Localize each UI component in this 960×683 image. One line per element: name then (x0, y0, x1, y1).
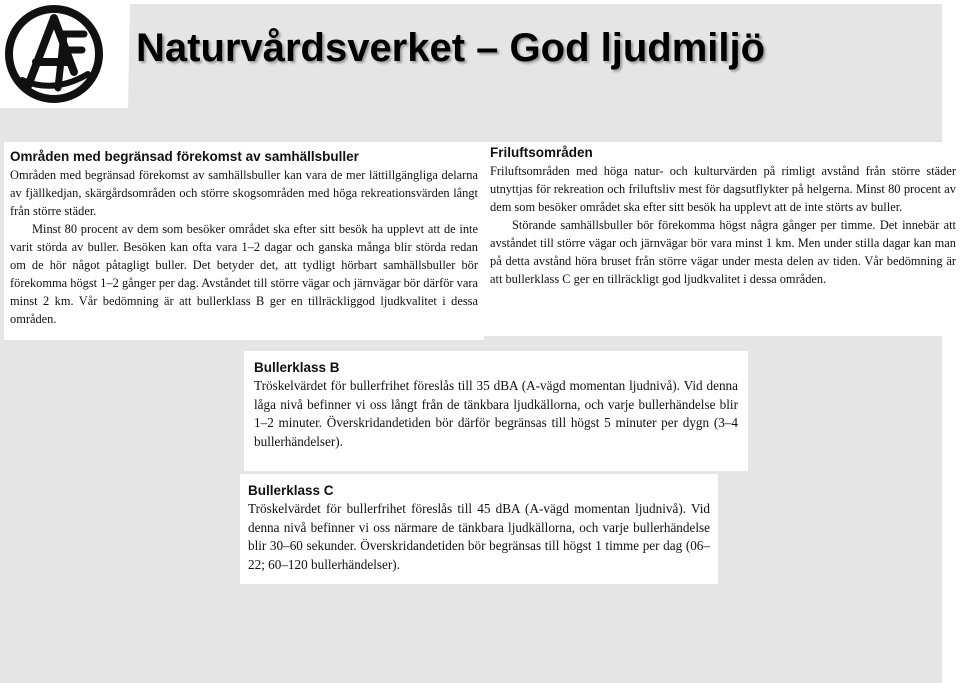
section-paragraph: Minst 80 procent av dem som besöker området ska efter sitt besök ha upplevt att de inte varit störda av buller. Besöken kan ofta vara 1–2 dagar och ganska många blir störda redan om de hör något påtagligt buller. Det betyder det, att tydligt hörbart samhällsbuller bör förekomma högst 1–2 gånger per dag. Avståndet till större vägar och järnvägar bör därför vara minst 2 km. Vår bedömning är att bullerklass B ger en tillräckliggod ljudkvalitet i dessa områden. (10, 222, 478, 326)
section-heading: Friluftsområden (490, 145, 593, 160)
section-paragraph: Områden med begränsad förekomst av samhällsbuller kan vara de mer lättillgängliga delarna av fjällkedjan, skärgårdsområden och större skogsområden med höga rekreationsvärden långt från större städer. (10, 168, 478, 218)
section-heading: Områden med begränsad förekomst av samhällsbuller (10, 149, 359, 164)
section-friluftsomraden (484, 142, 960, 336)
section-bullerklass-c (240, 474, 718, 584)
section-heading: Bullerklass B (254, 360, 340, 375)
section-paragraph: Tröskelvärdet för bullerfrihet föreslås till 35 dBA (A-vägd momentan ljudnivå). Vid denna låga nivå befinner vi oss långt från de tänkbara ljudkällorna, och varje bullerhändelse blir 1–2 minuter. Överskridandetiden bör därför begränsas till högst 5 minuter per dygn (3–4 bullerhändelser). (254, 378, 738, 449)
af-logo-icon (4, 4, 104, 104)
section-begransad-samhallsbuller (4, 142, 484, 340)
section-bullerklass-b (244, 351, 748, 471)
section-paragraph: Tröskelvärdet för bullerfrihet föreslås till 45 dBA (A-vägd momentan ljudnivå). Vid denna nivå befinner vi oss närmare de tänkbara ljudkällorna, och varje bullerhändelse blir 30–60 sekunder. Överskridandetiden bör begränsas till högst 1 timme per dag (06–22; 60–120 bullerhändelser). (248, 501, 710, 572)
section-heading: Bullerklass C (248, 483, 334, 498)
section-paragraph: Störande samhällsbuller bör förekomma högst några gånger per timme. Det innebär att avståndet till större vägar och järnvägar bör vara minst 1 km. Men under stilla dagar kan man på detta avstånd höra bruset från större vägar under mesta delen av tiden. Vår bedömning är att bullerklass C ger en tillräckligt god ljudkvalitet i dessa områden. (490, 218, 956, 286)
section-paragraph: Friluftsområden med höga natur- och kulturvärden på rimligt avstånd från större städer utnyttjas för rekreation och friluftsliv mest för dagsutflykter på helgerna. Minst 80 procent av dem som besöker området ska efter sitt besök ha upplevt att de inte störts av buller. (490, 164, 956, 214)
page-title: Naturvårdsverket – God ljudmiljö (136, 26, 766, 70)
